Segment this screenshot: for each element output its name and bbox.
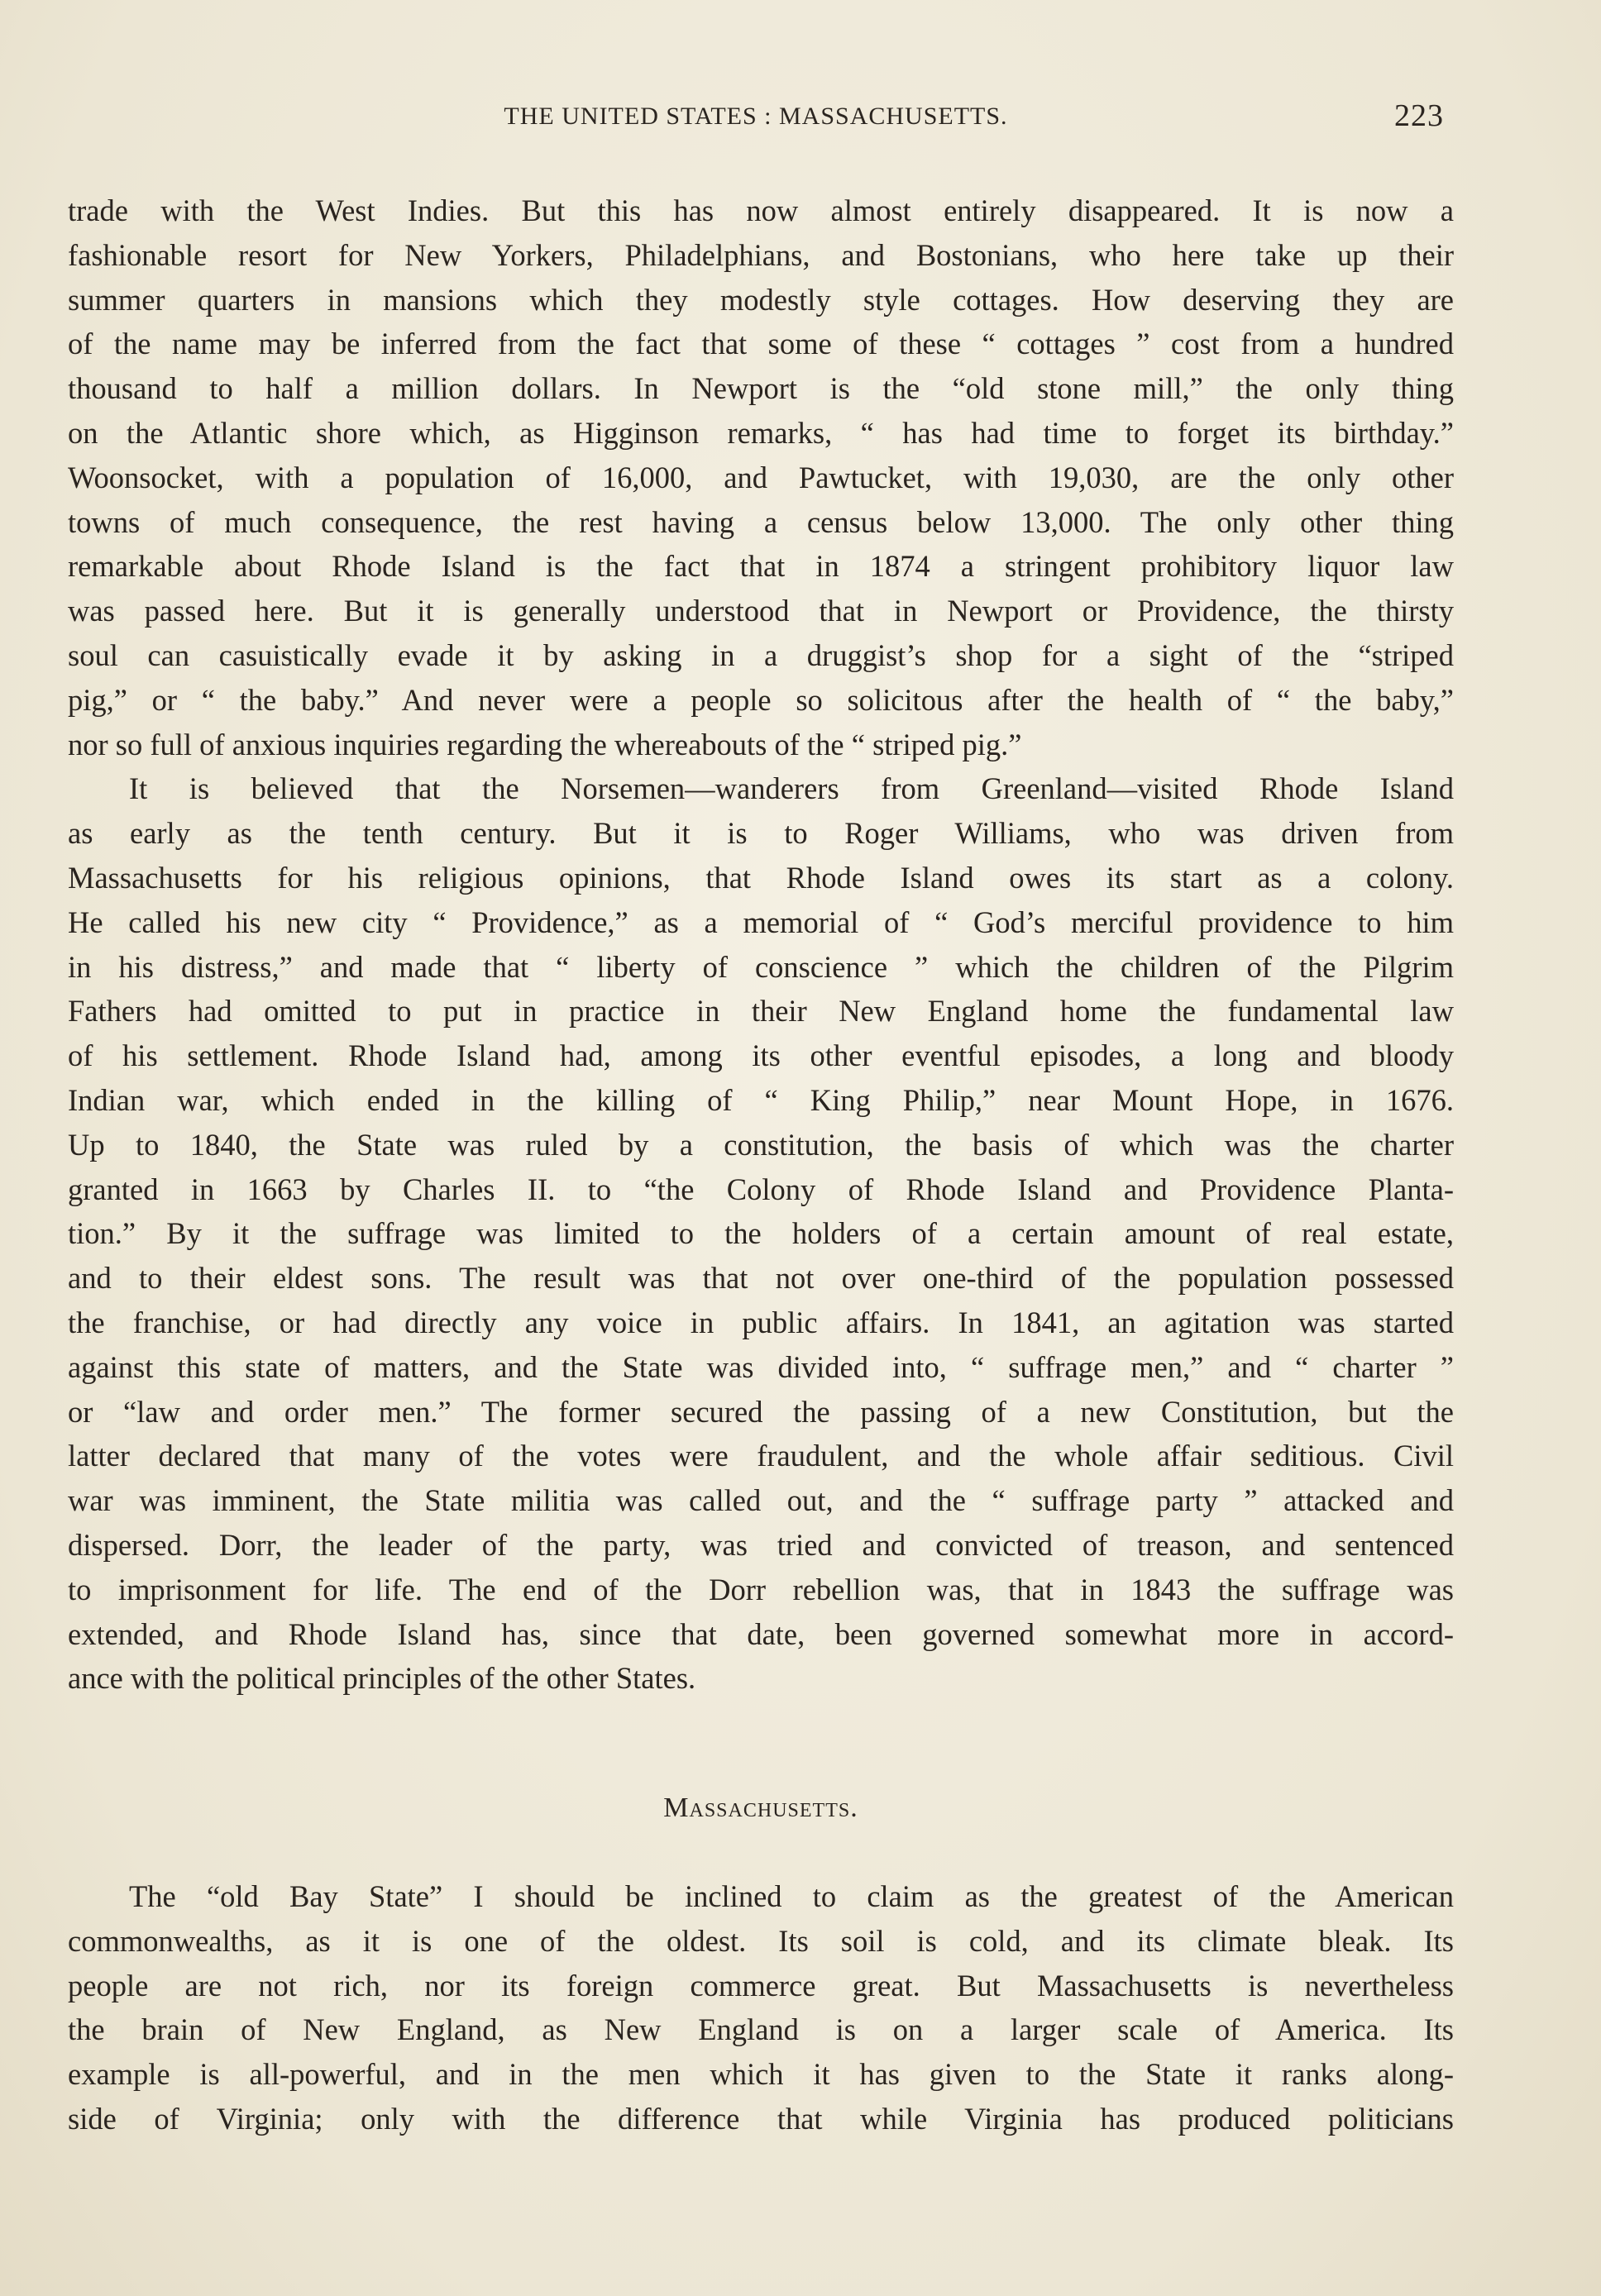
text-line: ance with the political principles of the other States.	[68, 1661, 696, 1696]
text-line: summer quarters in mansions which they modestly style cottages. How deserving they are	[68, 282, 1454, 317]
text-line: and to their eldest sons. The result was that not over one-third of the population possessed	[68, 1261, 1454, 1296]
paragraph-rhode-island-newport	[68, 189, 1454, 766]
text-line: trade with the West Indies. But this has now almost entirely disappeared. It is now a	[68, 193, 1454, 227]
text-line: Fathers had omitted to put in practice in their New England home the fundamental law	[68, 994, 1454, 1029]
running-header	[68, 98, 1444, 147]
text-line: on the Atlantic shore which, as Higginson remarks, “ has had time to forget its birthday.”	[68, 415, 1454, 450]
text-line: of the name may be inferred from the fact that some of these “ cottages ” cost from a hundred	[68, 327, 1454, 361]
text-line: He called his new city “ Providence,” as a memorial of “ God’s merciful providence to him	[68, 905, 1454, 939]
body-text	[68, 189, 1454, 2141]
text-line: remarkable about Rhode Island is the fact that in 1874 a stringent prohibitory liquor law	[68, 549, 1454, 584]
section-heading-massachusetts: Massachusetts.	[663, 1792, 858, 1824]
text-line: fashionable resort for New Yorkers, Philadelphians, and Bostonians, who here take up their	[68, 237, 1454, 272]
text-line: people are not rich, nor its foreign commerce great. But Massachusetts is nevertheless	[68, 1968, 1454, 2002]
text-line: the franchise, or had directly any voice in public affairs. In 1841, an agitation was started	[68, 1305, 1454, 1339]
text-line: latter declared that many of the votes were fraudulent, and the whole affair seditious. Civil	[68, 1439, 1454, 1473]
text-line: side of Virginia; only with the difference that while Virginia has produced politicians	[68, 2102, 1454, 2136]
text-line: commonwealths, as it is one of the oldest. Its soil is cold, and its climate bleak. Its	[68, 1923, 1454, 1958]
text-line: Up to 1840, the State was ruled by a constitution, the basis of which was the charter	[68, 1127, 1454, 1162]
text-line: of his settlement. Rhode Island had, among its other eventful episodes, a long and bloody	[68, 1038, 1454, 1073]
text-line: nor so full of anxious inquiries regarding the whereabouts of the “ striped pig.”	[68, 727, 1022, 761]
text-line: thousand to half a million dollars. In Newport is the “old stone mill,” the only thing	[68, 371, 1454, 406]
running-title: THE UNITED STATES : MASSACHUSETTS.	[504, 103, 1008, 130]
text-line: to imprisonment for life. The end of the Dorr rebellion was, that in 1843 the suffrage was	[68, 1572, 1454, 1606]
text-line: as early as the tenth century. But it is to Roger Williams, who was driven from	[68, 816, 1454, 851]
text-line: or “law and order men.” The former secured the passing of a new Constitution, but the	[68, 1394, 1454, 1429]
page-number: 223	[1394, 98, 1444, 133]
text-line: granted in 1663 by Charles II. to “the Colony of Rhode Island and Providence Planta-	[68, 1172, 1454, 1206]
paragraph-massachusetts	[68, 1874, 1454, 2141]
text-line: extended, and Rhode Island has, since that date, been governed somewhat more in accord-	[68, 1616, 1454, 1651]
text-line: pig,” or “ the baby.” And never were a people so solicitous after the health of “ the baby,”	[68, 682, 1454, 717]
text-line: It is believed that the Norsemen—wanderers from Greenland—visited Rhode Island	[129, 771, 1454, 806]
text-line: tion.” By it the suffrage was limited to the holders of a certain amount of real estate,	[68, 1216, 1454, 1251]
paragraph-rhode-island-history	[68, 766, 1454, 1701]
text-line: towns of much consequence, the rest having a census below 13,000. The only other thing	[68, 504, 1454, 539]
text-line: Massachusetts for his religious opinions, that Rhode Island owes its start as a colony.	[68, 860, 1454, 895]
text-line: war was imminent, the State militia was called out, and the “ suffrage party ” attacked and	[68, 1483, 1454, 1518]
text-line: against this state of matters, and the State was divided into, “ suffrage men,” and “ charter ”	[68, 1349, 1454, 1384]
text-line: in his distress,” and made that “ liberty of conscience ” which the children of the Pilgrim	[68, 949, 1454, 984]
text-line: was passed here. But it is generally understood that in Newport or Providence, the thirsty	[68, 594, 1454, 628]
text-line: Indian war, which ended in the killing of “ King Philip,” near Mount Hope, in 1676.	[68, 1082, 1454, 1117]
text-line: The “old Bay State” I should be inclined to claim as the greatest of the American	[129, 1879, 1454, 1914]
text-line: dispersed. Dorr, the leader of the party, was tried and convicted of treason, and sentenced	[68, 1527, 1454, 1562]
text-line: example is all-powerful, and in the men which it has given to the State it ranks along-	[68, 2057, 1454, 2092]
text-line: Woonsocket, with a population of 16,000, and Pawtucket, with 19,030, are the only other	[68, 460, 1454, 494]
text-line: soul can casuistically evade it by asking in a druggist’s shop for a sight of the “striped	[68, 637, 1454, 672]
text-line: the brain of New England, as New England is on a larger scale of America. Its	[68, 2012, 1454, 2047]
